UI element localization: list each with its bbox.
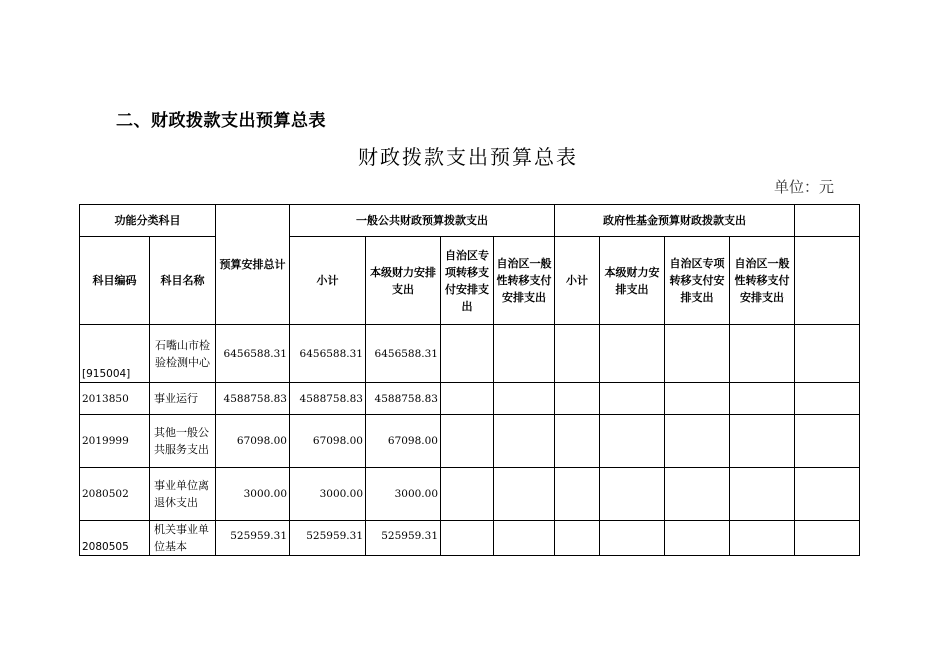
section-heading: 二、财政拨款支出预算总表 (116, 111, 326, 131)
row-gp-local: 67098.00 (366, 415, 441, 468)
row-gp-local: 6456588.31 (366, 325, 441, 383)
header-subject-name: 科目名称 (150, 237, 216, 325)
table-row (80, 468, 860, 521)
header-func-class: 功能分类科目 (80, 205, 216, 237)
header-row-1 (80, 205, 860, 237)
table-row (80, 383, 860, 415)
header-gov-fund: 政府性基金预算财政拨款支出 (555, 205, 795, 237)
row-gp-subtotal: 67098.00 (290, 415, 366, 468)
row-gp-subtotal: 3000.00 (290, 468, 366, 521)
row-gp-subtotal: 4588758.83 (290, 383, 366, 415)
row-name: 石嘴山市检验检测中心 (150, 325, 216, 383)
table-title: 财政拨款支出预算总表 (358, 145, 578, 169)
row-total: 4588758.83 (216, 383, 290, 415)
row-total: 525959.31 (216, 521, 290, 556)
row-gp-local: 3000.00 (366, 468, 441, 521)
row-gp-local: 4588758.83 (366, 383, 441, 415)
table-row (80, 521, 860, 556)
row-total: 67098.00 (216, 415, 290, 468)
header-blank-2 (795, 237, 860, 325)
row-code: [915004] (80, 325, 150, 383)
table-row (80, 325, 860, 383)
header-budget-total: 预算安排总计 (216, 205, 290, 325)
row-gp-subtotal: 6456588.31 (290, 325, 366, 383)
row-total: 6456588.31 (216, 325, 290, 383)
row-name: 其他一般公共服务支出 (150, 415, 216, 468)
header-general-public: 一般公共财政预算拨款支出 (290, 205, 555, 237)
row-name: 事业运行 (150, 383, 216, 415)
row-gp-local: 525959.31 (366, 521, 441, 556)
unit-label: 单位：元 (773, 178, 834, 196)
table-row (80, 415, 860, 468)
row-gp-subtotal: 525959.31 (290, 521, 366, 556)
row-total: 3000.00 (216, 468, 290, 521)
row-code: 2013850 (80, 383, 150, 415)
header-subject-code: 科目编码 (80, 237, 150, 325)
header-gf-general: 自治区一般性转移支付安排支出 (730, 237, 795, 325)
row-name: 机关事业单位基本 (150, 521, 216, 556)
header-gf-local: 本级财力安排支出 (600, 237, 665, 325)
row-code: 2080502 (80, 468, 150, 521)
header-gp-special: 自治区专项转移支付安排支出 (441, 237, 494, 325)
row-name: 事业单位离退休支出 (150, 468, 216, 521)
row-code: 2080505 (80, 521, 150, 556)
header-gf-special: 自治区专项转移支付安排支出 (665, 237, 730, 325)
header-gp-general: 自治区一般性转移支付安排支出 (494, 237, 555, 325)
header-gp-local: 本级财力安排支出 (366, 237, 441, 325)
header-gp-subtotal: 小计 (290, 237, 366, 325)
row-code: 2019999 (80, 415, 150, 468)
header-gf-subtotal: 小计 (555, 237, 600, 325)
budget-table (79, 204, 860, 556)
header-row-2 (80, 237, 860, 325)
header-blank (795, 205, 860, 237)
